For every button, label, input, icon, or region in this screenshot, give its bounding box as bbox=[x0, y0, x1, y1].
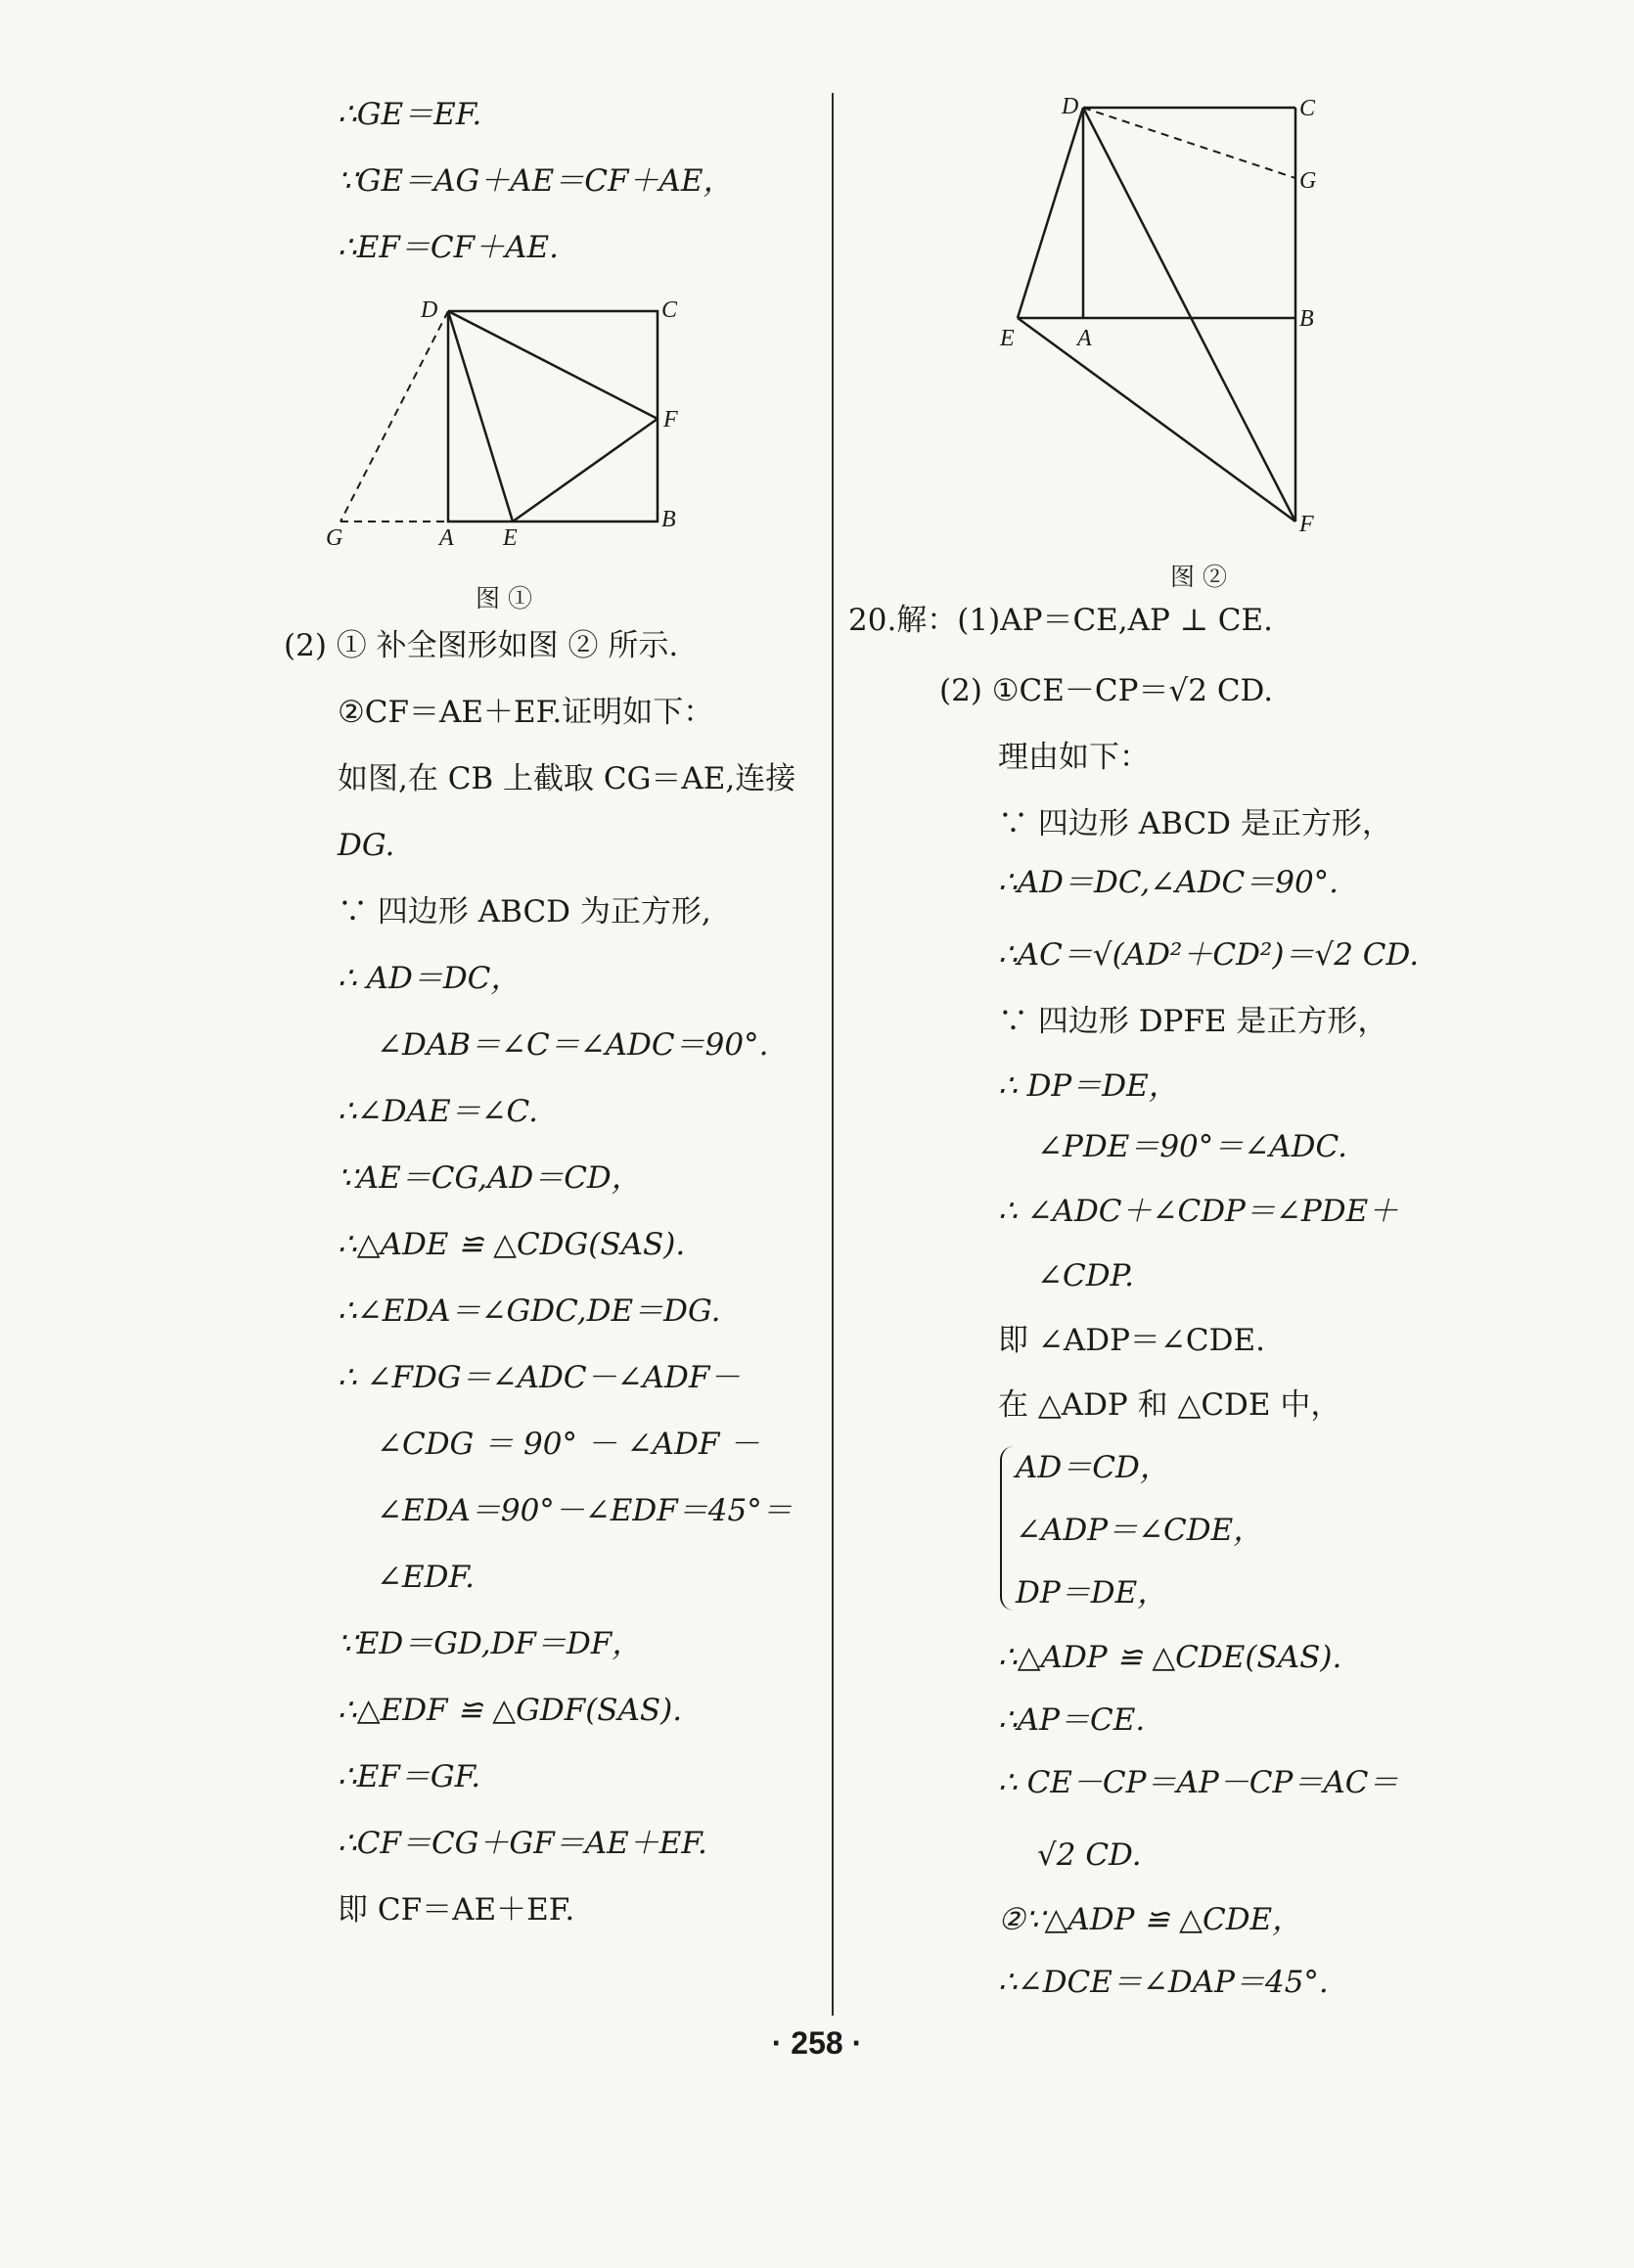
right-line: ∴ CE－CP＝AP－CP＝AC＝ bbox=[998, 1765, 1399, 1800]
point-label: C bbox=[1299, 96, 1316, 121]
right-line: ∴ DP＝DE， bbox=[998, 1068, 1179, 1104]
left-line: ∠DAB＝∠C＝∠ADC＝90°. bbox=[377, 1027, 769, 1063]
left-line: (2) ① 补全图形如图 ② 所示. bbox=[284, 628, 679, 663]
page-number: · 258 · bbox=[771, 2025, 863, 2061]
right-line: √2 CD. bbox=[1037, 1837, 1142, 1873]
point-label: F bbox=[663, 407, 678, 432]
left-line: ∠CDG ＝ 90° － ∠ADF － bbox=[377, 1427, 760, 1462]
left-line: ∴CF＝CG＋GF＝AE＋EF. bbox=[338, 1826, 707, 1861]
left-line: DG. bbox=[338, 828, 395, 863]
point-label: C bbox=[661, 297, 678, 323]
point-label: G bbox=[1299, 168, 1317, 194]
right-line: ∵ 四边形 DPFE 是正方形， bbox=[998, 1004, 1388, 1039]
right-line: ∴△ADP ≌ △CDE(SAS). bbox=[998, 1640, 1342, 1675]
right-line: ∠PDE＝90°＝∠ADC. bbox=[1037, 1129, 1347, 1164]
left-line: ∴ AD＝DC， bbox=[338, 961, 522, 996]
left-line: ∴∠EDA＝∠GDC,DE＝DG. bbox=[338, 1293, 721, 1329]
left-line: ②CF＝AE＋EF.证明如下： bbox=[338, 695, 714, 730]
right-line: ∴AP＝CE. bbox=[998, 1702, 1146, 1738]
left-line: ∴GE＝EF. bbox=[338, 97, 482, 132]
right-line: ∠CDP. bbox=[1037, 1258, 1134, 1293]
right-line: AD＝CD， bbox=[1016, 1450, 1170, 1485]
left-line: ∴EF＝CF＋AE. bbox=[338, 230, 559, 265]
point-label: G bbox=[326, 525, 343, 551]
point-label: E bbox=[1000, 326, 1015, 351]
point-label: E bbox=[503, 525, 518, 551]
point-label: D bbox=[1062, 94, 1079, 119]
left-line: ∴∠DAE＝∠C. bbox=[338, 1094, 539, 1129]
right-line: ∴∠DCE＝∠DAP＝45°. bbox=[998, 1965, 1329, 2000]
point-label: F bbox=[1299, 512, 1314, 537]
right-line: ∵ 四边形 ABCD 是正方形， bbox=[998, 806, 1392, 841]
figure-1-caption: 图 ① bbox=[476, 584, 532, 612]
left-line: ∠EDA＝90°－∠EDF＝45°＝ bbox=[377, 1493, 793, 1528]
left-line: ∴△ADE ≌ △CDG(SAS). bbox=[338, 1227, 686, 1262]
right-line: 理由如下： bbox=[998, 740, 1150, 775]
right-line: (2) ①CE－CP＝√2 CD. bbox=[939, 673, 1274, 708]
left-line: ∠EDF. bbox=[377, 1560, 475, 1595]
left-line: 即 CF＝AE＋EF. bbox=[338, 1892, 575, 1928]
right-line: 在 △ADP 和 △CDE 中， bbox=[998, 1387, 1341, 1423]
point-label: B bbox=[1299, 306, 1314, 332]
left-line: ∵GE＝AG＋AE＝CF＋AE， bbox=[338, 163, 734, 199]
left-line: 如图,在 CB 上截取 CG＝AE,连接 bbox=[338, 761, 796, 796]
left-line: ∴ ∠FDG＝∠ADC－∠ADF－ bbox=[338, 1360, 741, 1395]
left-line: ∵AE＝CG,AD＝CD， bbox=[338, 1160, 642, 1196]
figure-2-diagram bbox=[988, 88, 1340, 548]
point-label: A bbox=[439, 525, 454, 551]
right-line: 20.解：(1)AP＝CE,AP ⊥ CE. bbox=[848, 603, 1273, 638]
right-line: ∠ADP＝∠CDE， bbox=[1016, 1513, 1264, 1548]
left-line: ∵ 四边形 ABCD 为正方形, bbox=[338, 894, 711, 930]
right-line: ∴AC＝√(AD²＋CD²)＝√2 CD. bbox=[998, 937, 1420, 973]
figure-2-caption: 图 ② bbox=[1170, 563, 1227, 591]
left-line: ∴△EDF ≌ △GDF(SAS). bbox=[338, 1693, 683, 1728]
right-line: ∴AD＝DC,∠ADC＝90°. bbox=[998, 865, 1339, 900]
figure-1-diagram bbox=[313, 289, 704, 553]
right-line: 即 ∠ADP＝∠CDE. bbox=[998, 1323, 1265, 1358]
column-divider bbox=[832, 93, 834, 2016]
left-line: ∵ED＝GD,DF＝DF， bbox=[338, 1626, 643, 1661]
right-line: DP＝DE， bbox=[1016, 1575, 1168, 1610]
point-label: A bbox=[1077, 326, 1092, 351]
left-line: ∴EF＝GF. bbox=[338, 1759, 481, 1794]
system-brace bbox=[1000, 1446, 1016, 1610]
right-line: ∴ ∠ADC＋∠CDP＝∠PDE＋ bbox=[998, 1194, 1399, 1229]
right-line: ②∵△ADP ≌ △CDE， bbox=[998, 1902, 1303, 1937]
point-label: D bbox=[421, 297, 438, 323]
point-label: B bbox=[661, 507, 676, 532]
